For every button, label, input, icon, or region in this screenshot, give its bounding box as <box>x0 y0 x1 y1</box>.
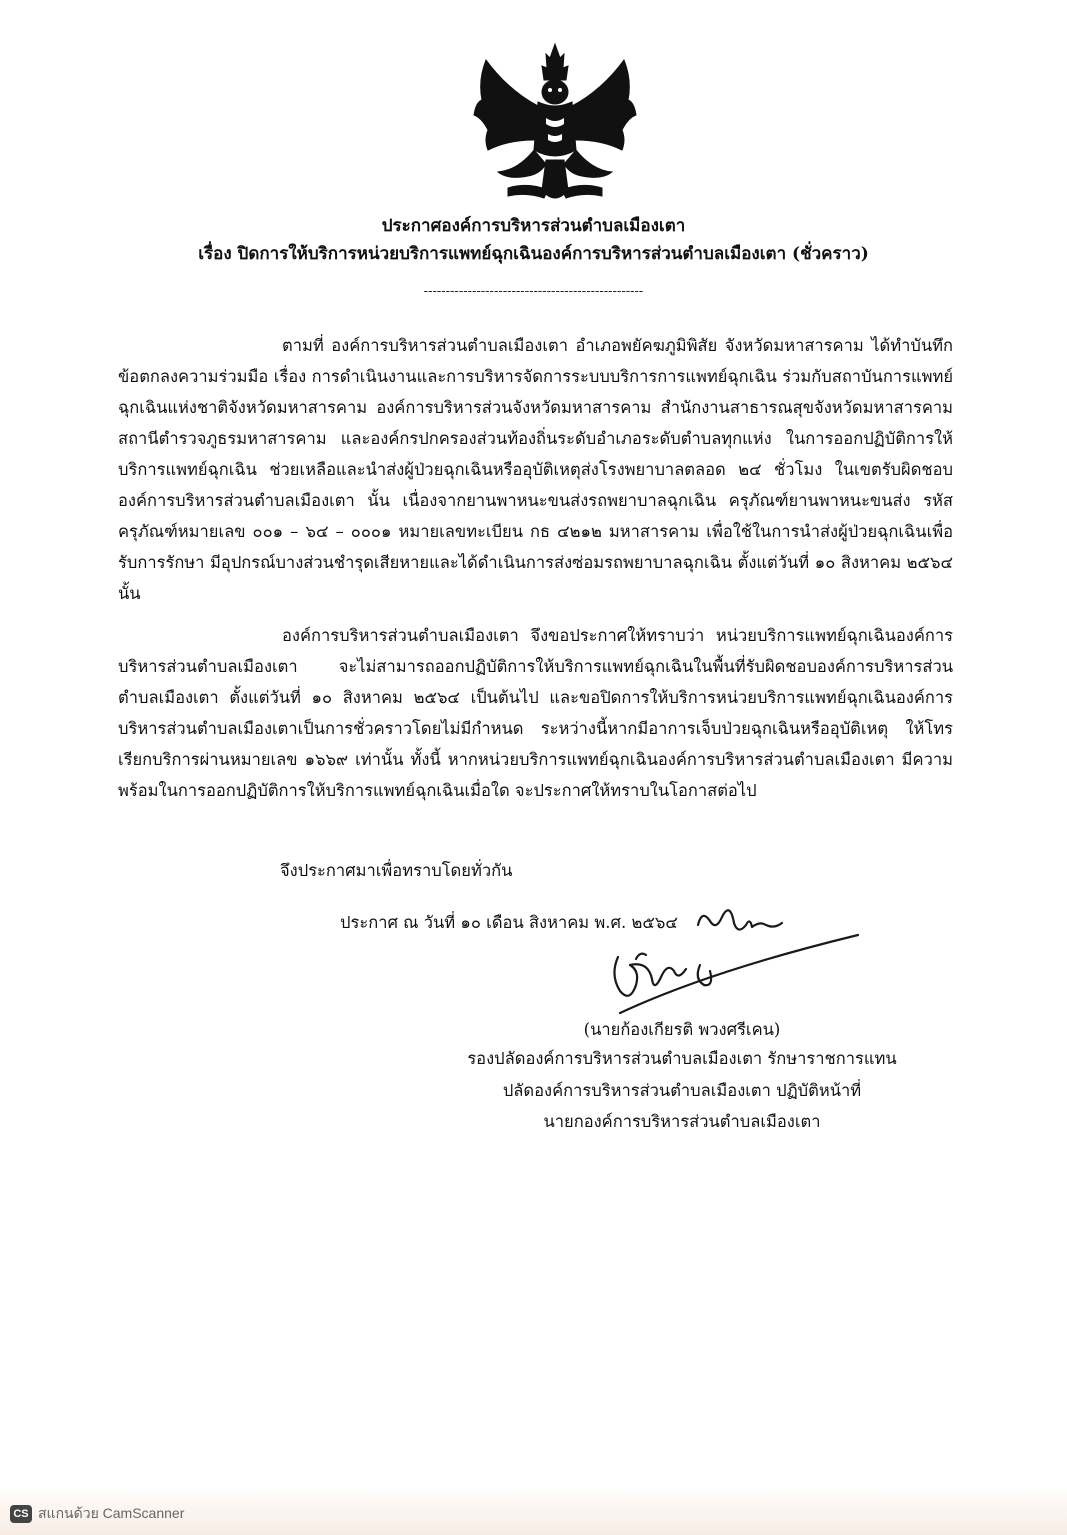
signer-name: (นายก้องเกียรติ พวงศรีเคน) <box>583 1020 781 1039</box>
signer-position-3: นายกองค์การบริหารส่วนตำบลเมืองเตา <box>543 1112 821 1131</box>
closing-line: จึงประกาศมาเพื่อทราบโดยทั่วกัน <box>280 861 513 880</box>
garuda-emblem-icon <box>468 40 643 210</box>
camscanner-logo-icon: CS <box>10 1505 32 1523</box>
body-paragraph-1: ตามที่ องค์การบริหารส่วนตำบลเมืองเตา อำเภอพยัคฆภูมิพิสัย จังหวัดมหาสารคาม ได้ทำบันทึกข้อตกลงความร่วมมือ เรื่อง การดำเนินงานและการบริหารจัดการระบบบริการการแพทย์ฉุกเฉิน ร่วมกับสถาบันการแพทย์ฉุกเฉินแห่งชาติจังหวัดมหาสารคาม องค์การบริหารส่วนจังหวัดมหาสารคาม สำนักงานสาธารณสุขจังหวัดมหาสารคาม สถานีตำรวจภูธรมหาสารคาม และองค์กรปกครองส่วนท้องถิ่นระดับอำเภอระดับตำบลทุกแห่ง ในการออกปฏิบัติการให้บริการแพทย์ฉุกเฉิน ช่วยเหลือและนำส่งผู้ป่วยฉุกเฉินหรืออุบัติเหตุส่งโรงพยาบาลตลอด ๒๔ ชั่วโมง ในเขตรับผิดชอบองค์การบริหารส่วนตำบลเมืองเตา นั้น เนื่องจากยานพาหนะขนส่งรถพยาบาลฉุกเฉิน ครุภัณฑ์ยานพาหนะขนส่ง รหัสครุภัณฑ์หมายเลข ๐๐๑ – ๖๔ – ๐๐๐๑ หมายเลขทะเบียน กธ ๔๒๑๒ มหาสารคาม เพื่อใช้ในการนำส่งผู้ป่วยฉุกเฉินเพื่อรับการรักษา มีอุปกรณ์บางส่วนชำรุดเสียหายและได้ดำเนินการส่งซ่อมรถพยาบาลฉุกเฉิน ตั้งแต่วันที่ ๑๐ สิงหาคม ๒๕๖๔ นั้น <box>118 336 953 603</box>
body-paragraph-2: องค์การบริหารส่วนตำบลเมืองเตา จึงขอประกาศให้ทราบว่า หน่วยบริการแพทย์ฉุกเฉินองค์การบริหารส่วนตำบลเมืองเตา จะไม่สามารถออกปฏิบัติการให้บริการแพทย์ฉุกเฉินในพื้นที่รับผิดชอบองค์การบริหารส่วนตำบลเมืองเตา ตั้งแต่วันที่ ๑๐ สิงหาคม ๒๕๖๔ เป็นต้นไป และขอปิดการให้บริการหน่วยบริการแพทย์ฉุกเฉินองค์การบริหารส่วนตำบลเมืองเตาเป็นการชั่วคราวโดยไม่มีกำหนด ระหว่างนี้หากมีอาการเจ็บป่วยฉุกเฉินหรืออุบัติเหตุ ให้โทรเรียกบริการผ่านหมายเลข ๑๖๖๙ เท่านั้น ทั้งนี้ หากหน่วยบริการแพทย์ฉุกเฉินองค์การบริหารส่วนตำบลเมืองเตา มีความพร้อมในการออกปฏิบัติการให้บริการแพทย์ฉุกเฉินเมื่อใด จะประกาศให้ทราบในโอกาสต่อไป <box>118 626 953 800</box>
announcement-subject: เรื่อง ปิดการให้บริการหน่วยบริการแพทย์ฉุกเฉินองค์การบริหารส่วนตำบลเมืองเตา (ชั่วคราว) <box>198 244 869 264</box>
signer-position-2: ปลัดองค์การบริหารส่วนตำบลเมืองเตา ปฏิบัติหน้าที่ <box>502 1081 862 1100</box>
camscanner-watermark <box>10 1503 184 1525</box>
handwritten-signature <box>590 895 870 1035</box>
camscanner-label: สแกนด้วย CamScanner <box>38 1505 185 1521</box>
title-separator: -------------------------------------------------- <box>423 284 644 299</box>
announcement-date: ประกาศ ณ วันที่ ๑๐ เดือน สิงหาคม พ.ศ. ๒๕๖๔ <box>340 913 678 932</box>
signer-position-1: รองปลัดองค์การบริหารส่วนตำบลเมืองเตา รักษาราชการแทน <box>467 1049 897 1068</box>
announcement-title: ประกาศองค์การบริหารส่วนตำบลเมืองเตา <box>381 216 686 236</box>
